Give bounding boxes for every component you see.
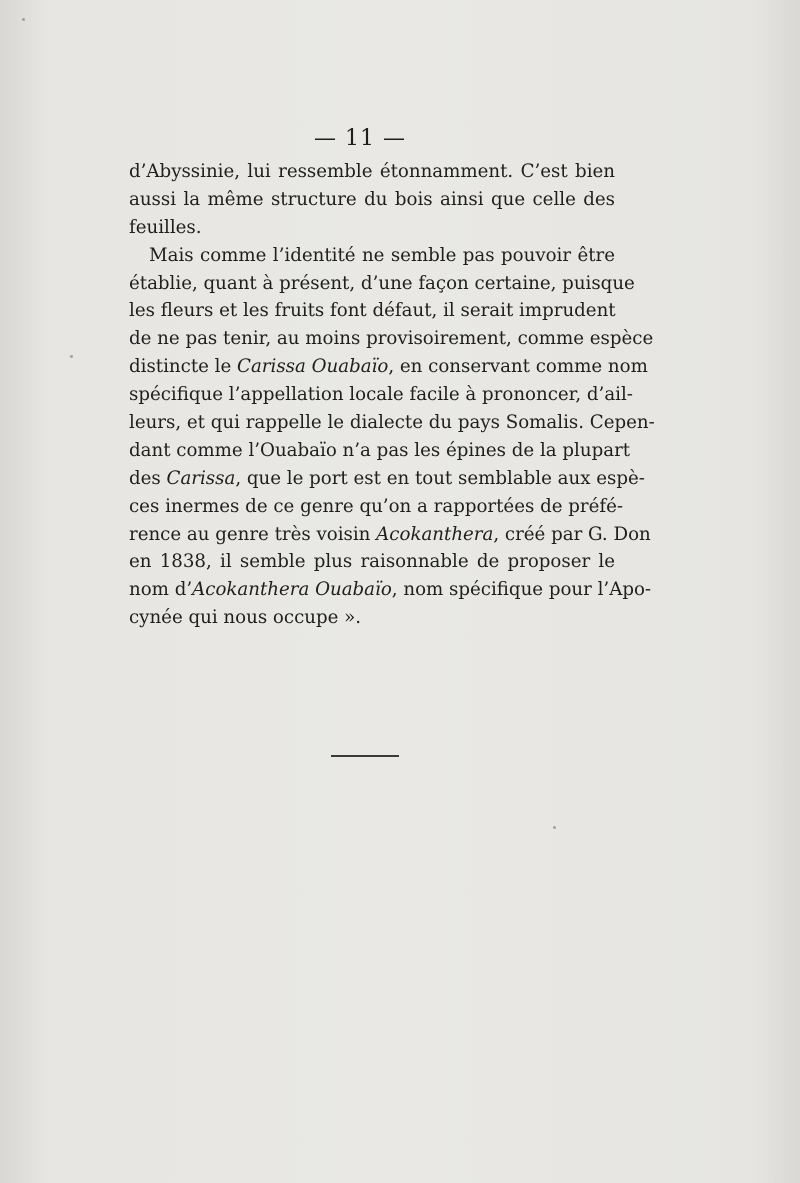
text-run: feuilles. xyxy=(129,216,202,238)
text-line xyxy=(129,493,624,521)
italic-text: Carissa xyxy=(166,467,236,489)
closing-rule xyxy=(331,755,399,757)
text-line xyxy=(129,604,615,632)
italic-text: Acokanthera xyxy=(376,523,494,545)
text-run: nom d’ xyxy=(129,579,193,601)
text-line xyxy=(129,409,655,437)
text-run: Mais comme l’identité ne semble pas pouvoir être xyxy=(149,244,615,266)
text-run: spécifique l’appellation locale facile à prononcer, d’ail- xyxy=(129,384,633,406)
text-line xyxy=(129,270,635,298)
text-line xyxy=(129,353,648,381)
text-line xyxy=(129,242,615,270)
text-line xyxy=(129,297,615,325)
text-line xyxy=(129,548,615,576)
text-run: leurs, et qui rappelle le dialecte du pays Somalis. Cepen- xyxy=(129,412,655,434)
text-run: distincte le xyxy=(129,356,238,378)
text-line xyxy=(129,186,615,214)
text-run: établie, quant à présent, d’une façon certaine, puisque xyxy=(129,272,635,294)
text-line xyxy=(129,325,654,353)
text-run: dant comme l’Ouabaïo n’a pas les épines de la plupart xyxy=(129,439,631,461)
text-run: d’Abyssinie, lui ressemble étonnamment. C’est bien xyxy=(129,161,615,182)
text-line xyxy=(129,158,615,186)
text-line xyxy=(129,465,645,493)
text-run: , nom spécifique pour l’Apo- xyxy=(391,579,652,601)
text-run: cynée qui nous occupe ». xyxy=(129,607,362,629)
text-line xyxy=(129,381,633,409)
text-run: rence au genre très voisin xyxy=(129,523,377,545)
text-line xyxy=(129,576,652,604)
text-run: des xyxy=(129,467,167,489)
paper-speck xyxy=(70,355,73,358)
text-run: aussi la même structure du bois ainsi que celle des xyxy=(129,188,615,210)
text-run: , en conservant comme nom xyxy=(388,356,648,378)
text-run: , créé par G. Don xyxy=(493,523,651,545)
body-text xyxy=(129,158,655,632)
text-run: de ne pas tenir, au moins provisoirement, comme espèce xyxy=(129,328,654,350)
text-run: ces inermes de ce genre qu’on a rapportées de préfé- xyxy=(129,495,624,517)
text-line xyxy=(129,437,631,465)
text-run: en 1838, il semble plus raisonnable de proposer le xyxy=(129,551,615,573)
page-number: — 11 — xyxy=(314,126,406,151)
paper-speck xyxy=(553,826,556,829)
text-run: les fleurs et les fruits font défaut, il serait imprudent xyxy=(129,300,616,322)
italic-text: Acokanthera Ouabaïo xyxy=(192,579,392,601)
text-run: , que le port est en tout semblable aux espè- xyxy=(235,467,645,489)
italic-text: Carissa Ouabaïo xyxy=(237,356,389,378)
paper-speck xyxy=(22,18,25,21)
text-line xyxy=(129,214,615,242)
text-line xyxy=(129,521,651,549)
